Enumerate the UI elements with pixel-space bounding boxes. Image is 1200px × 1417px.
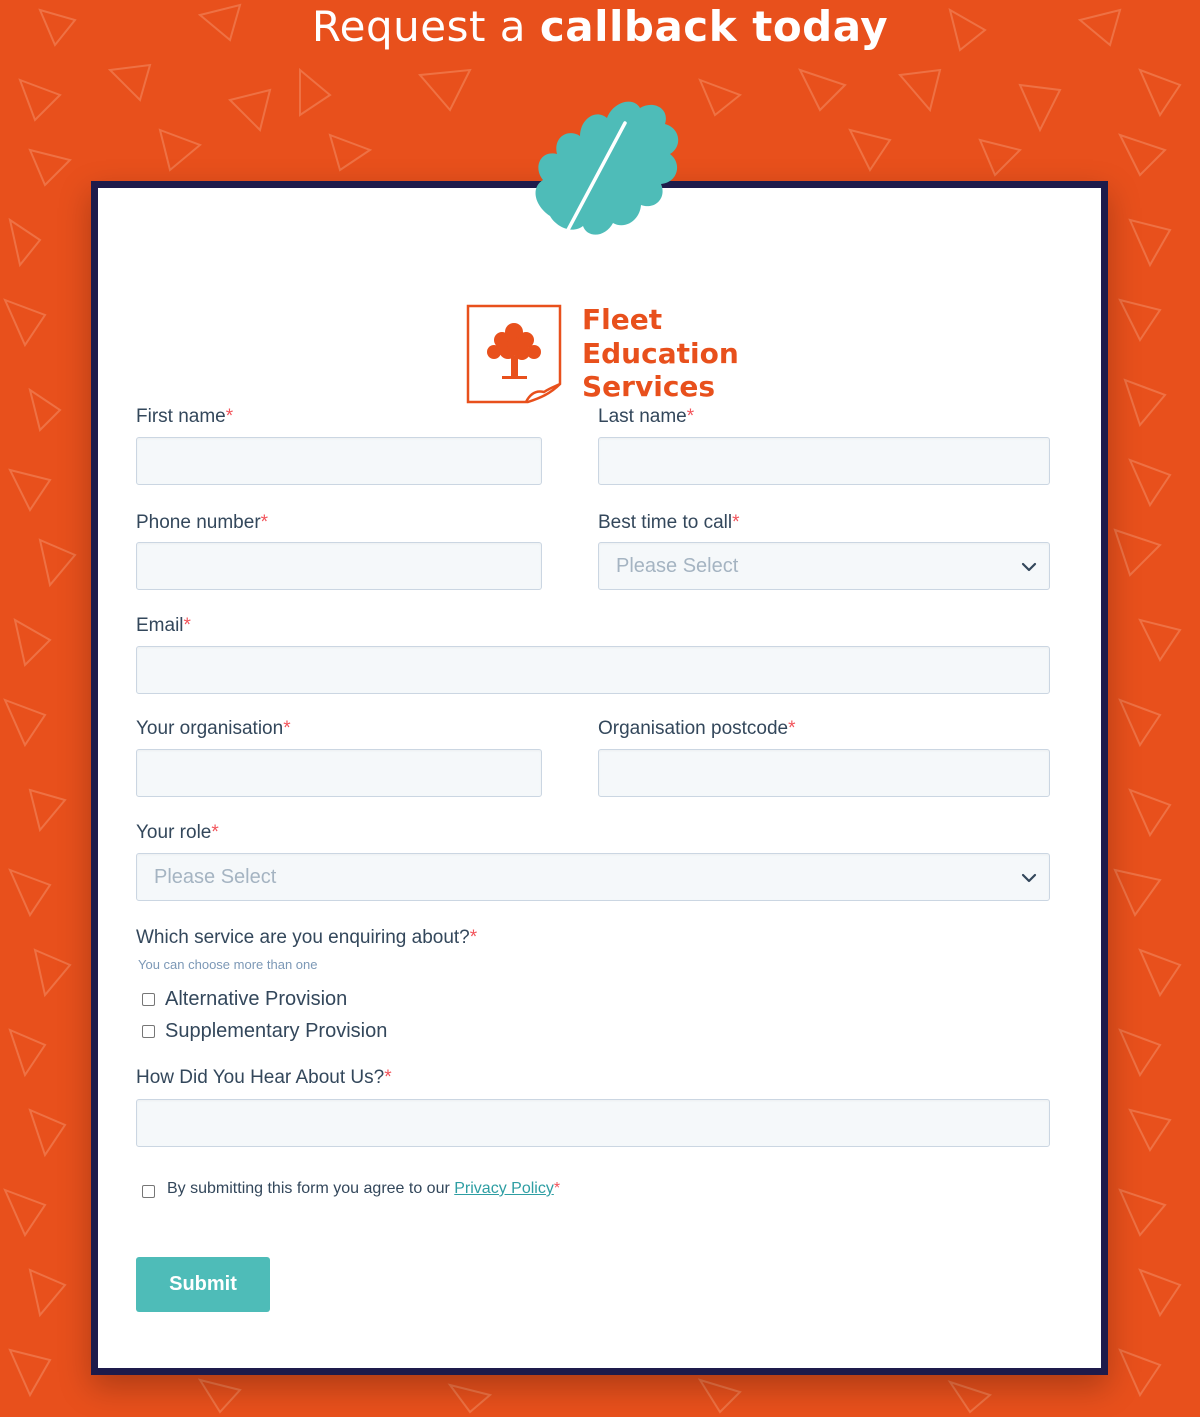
required-mark: * [384, 1067, 392, 1088]
required-mark: * [469, 927, 478, 948]
required-mark: * [225, 406, 234, 427]
service-help-text: You can choose more than one [138, 957, 318, 972]
best-time-selected: Please Select [616, 555, 739, 577]
logo-wordmark [582, 303, 739, 404]
best-time-label [598, 512, 740, 534]
consent-text [167, 1180, 560, 1198]
headline-regular: Request a [311, 2, 540, 51]
required-mark: * [686, 406, 695, 427]
privacy-policy-link[interactable]: Privacy Policy [454, 1180, 554, 1197]
first-name-label-text: First name [136, 406, 226, 427]
required-mark: * [260, 512, 269, 533]
postcode-label [598, 718, 796, 740]
logo-line-3: Services [582, 370, 716, 403]
required-mark: * [283, 718, 291, 739]
required-mark: * [211, 822, 219, 843]
role-select[interactable] [136, 853, 1050, 901]
consent-text-body: By submitting this form you agree to our [167, 1180, 455, 1197]
logo-line-2: Education [582, 336, 739, 370]
hear-about-label [136, 1067, 392, 1089]
alternative-provision-checkbox[interactable] [142, 993, 155, 1006]
last-name-input[interactable] [598, 437, 1050, 485]
email-label [136, 615, 191, 637]
logo-line-1: Fleet [582, 303, 663, 336]
page-headline [0, 2, 1200, 51]
supplementary-provision-checkbox[interactable] [142, 1025, 155, 1038]
email-label-text: Email [136, 615, 184, 636]
supplementary-provision-label[interactable]: Supplementary Provision [165, 1020, 388, 1042]
phone-label-text: Phone number [136, 512, 261, 533]
first-name-label [136, 406, 233, 428]
headline-bold: callback today [539, 2, 889, 51]
required-mark: * [732, 512, 740, 533]
last-name-label-text: Last name [598, 406, 687, 427]
postcode-label-text: Organisation postcode [598, 718, 789, 739]
phone-label [136, 512, 268, 534]
consent-checkbox[interactable] [142, 1185, 155, 1198]
last-name-label [598, 406, 694, 428]
hear-about-input[interactable] [136, 1099, 1050, 1147]
phone-input[interactable] [136, 542, 542, 590]
best-time-label-text: Best time to call [598, 512, 733, 533]
role-label-text: Your role [136, 822, 212, 843]
organisation-label-text: Your organisation [136, 718, 284, 739]
first-name-input[interactable] [136, 437, 542, 485]
alternative-provision-label[interactable]: Alternative Provision [165, 988, 348, 1010]
role-selected: Please Select [154, 866, 277, 888]
service-label [136, 927, 477, 949]
required-mark: * [553, 1180, 561, 1197]
email-input[interactable] [136, 646, 1050, 694]
best-time-select[interactable] [598, 542, 1050, 590]
chevron-down-icon [1019, 557, 1039, 577]
oak-leaf-icon [525, 88, 685, 263]
organisation-label [136, 718, 291, 740]
organisation-input[interactable] [136, 749, 542, 797]
chevron-down-icon [1019, 868, 1039, 888]
required-mark: * [788, 718, 796, 739]
submit-button[interactable]: Submit [136, 1257, 270, 1312]
required-mark: * [183, 615, 191, 636]
service-label-text: Which service are you enquiring about? [136, 927, 470, 948]
postcode-input[interactable] [598, 749, 1050, 797]
role-label [136, 822, 219, 844]
hear-about-label-text: How Did You Hear About Us? [136, 1067, 385, 1088]
